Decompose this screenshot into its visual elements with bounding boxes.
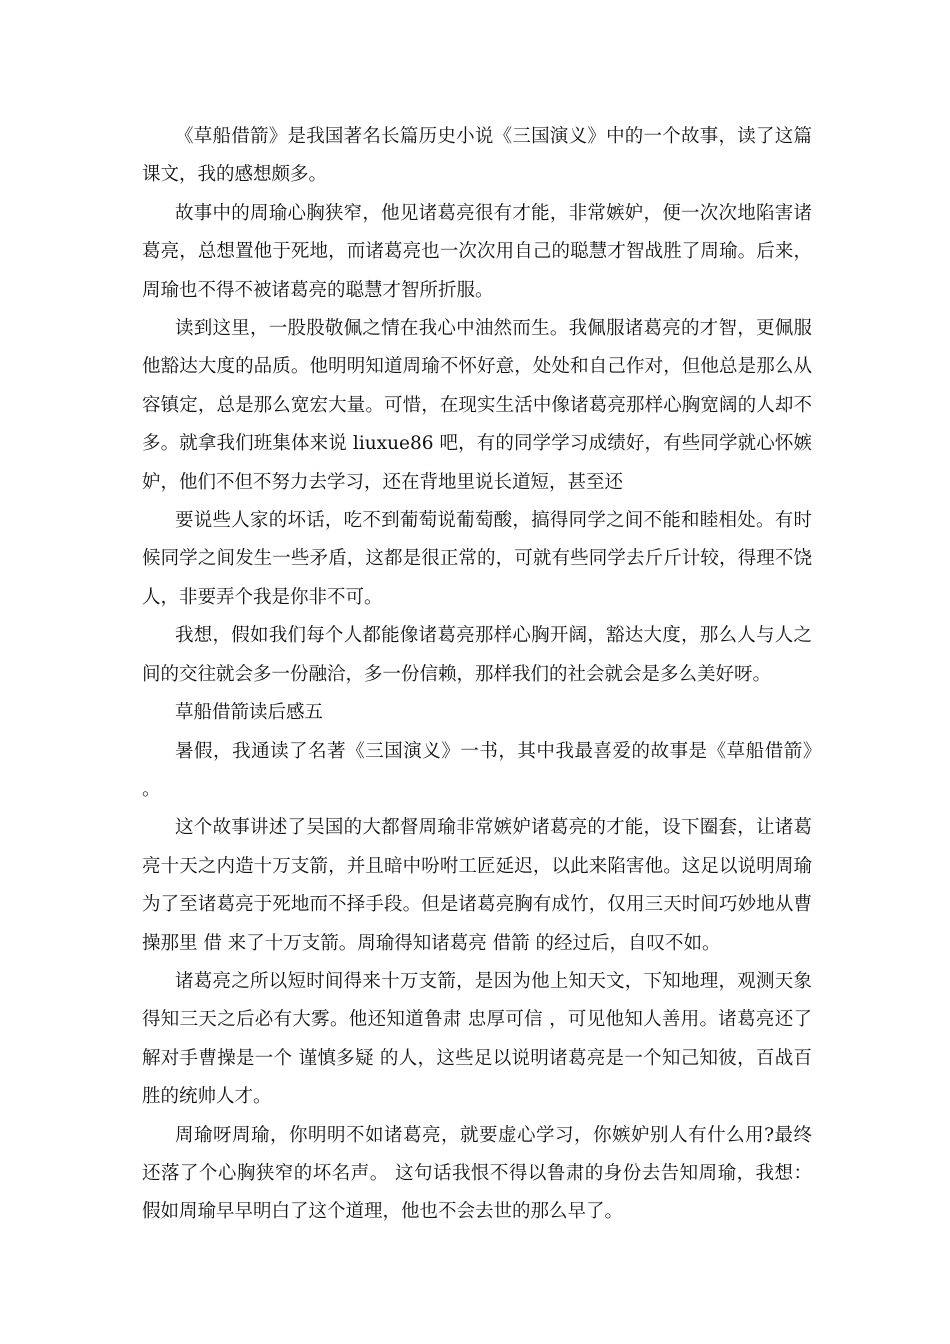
paragraph-intro: 《草船借箭》是我国著名长篇历史小说《三国演义》中的一个故事，读了这篇课文，我的感想颇多。 xyxy=(142,126,812,186)
paragraph-classmates: 要说些人家的坏话，吃不到葡萄说葡萄酸，搞得同学之间不能和睦相处。有时候同学之间发生一些矛盾，这都是很正常的，可就有些同学去斤斤计较，得理不饶人，非要弄个我是你非不可。 xyxy=(142,510,812,608)
paragraph-wisdom: 诸葛亮之所以短时间得来十万支箭，是因为他上知天文，下知地理，观测天象得知三天之后必有大雾。他还知道鲁肃 忠厚可信 ，可见他知人善用。诸葛亮还了解对手曹操是一个 谨慎多疑 的人，这些足以说明诸葛亮是一个知己知彼，百战百胜的统帅人才。 xyxy=(142,970,812,1108)
paragraph-conclusion: 周瑜呀周瑜，你明明不如诸葛亮，就要虚心学习，你嫉妒别人有什么用?最终还落了个心胸狭窄的坏名声。 这句话我恨不得以鲁肃的身份去告知周瑜，我想：假如周瑜早早明白了这个道理，他也不会去世的那么早了。 xyxy=(142,1124,812,1223)
document-body xyxy=(142,118,812,1232)
paragraph-reflection: 我想，假如我们每个人都能像诸葛亮那样心胸开阔，豁达大度，那么人与人之间的交往就会多一份融洽，多一份信赖，那样我们的社会就会是多么美好呀。 xyxy=(142,625,812,685)
paragraph-plot: 这个故事讲述了吴国的大都督周瑜非常嫉妒诸葛亮的才能，设下圈套，让诸葛亮十天之内造十万支箭，并且暗中吩咐工匠延迟，以此来陷害他。这足以说明周瑜为了至诸葛亮于死地而不择手段。但是诸葛亮胸有成竹，仅用三天时间巧妙地从曹操那里 借 来了十万支箭。周瑜得知诸葛亮 借箭 的经过后，自叹不如。 xyxy=(142,817,812,954)
paragraph-summer: 暑假，我通读了名著《三国演义》一书，其中我最喜爱的故事是《草船借箭》。 xyxy=(142,740,812,800)
paragraph-admiration: 读到这里，一股股敬佩之情在我心中油然而生。我佩服诸葛亮的才智，更佩服他豁达大度的品质。他明明知道周瑜不怀好意，处处和自己作对，但他总是那么从容镇定，总是那么宽宏大量。可惜，在现实生活中像诸葛亮那样心胸宽阔的人却不多。就拿我们班集体来说 liuxue86 吧，有的同学学习成绩好，有些同学就心怀嫉妒，他们不但不努力去学习，还在背地里说长道短，甚至还 xyxy=(142,318,812,493)
paragraph-story: 故事中的周瑜心胸狭窄，他见诸葛亮很有才能，非常嫉妒，便一次次地陷害诸葛亮，总想置他于死地，而诸葛亮也一次次用自己的聪慧才智战胜了周瑜。后来，周瑜也不得不被诸葛亮的聪慧才智所折服。 xyxy=(142,202,812,301)
section-heading: 草船借箭读后感五 xyxy=(175,702,324,724)
